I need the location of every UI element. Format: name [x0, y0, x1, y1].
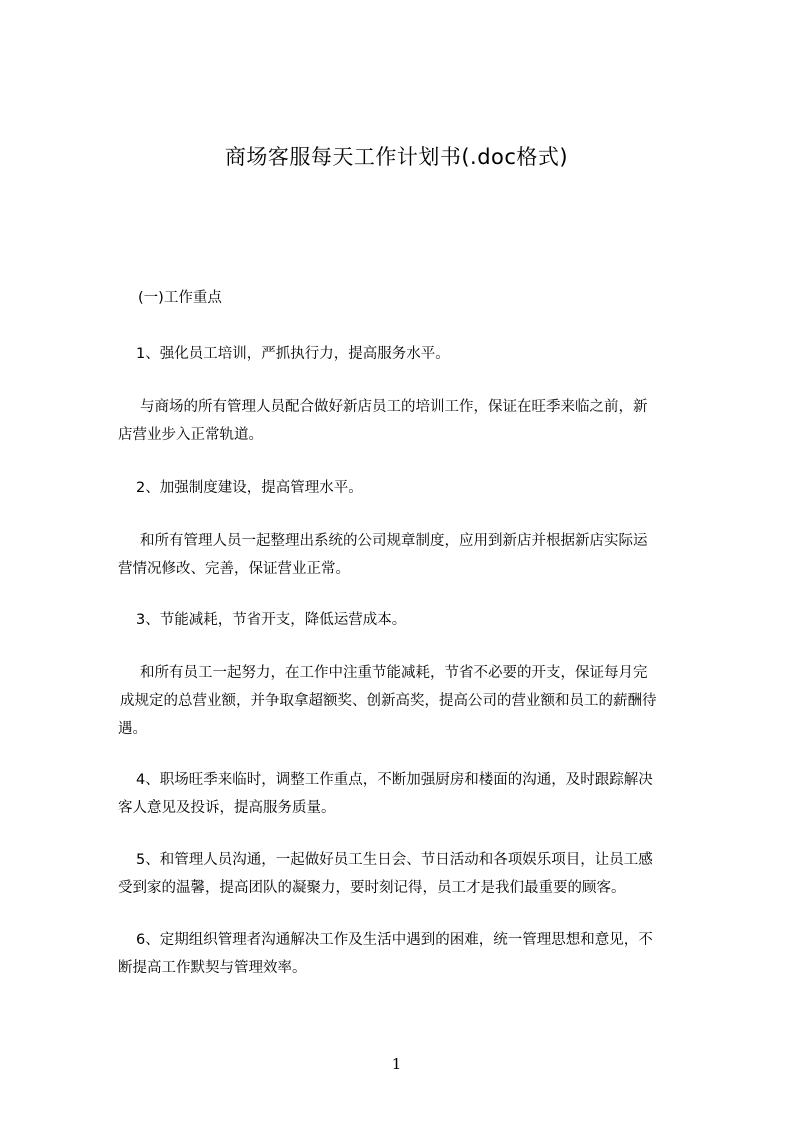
paragraph-line: 客人意见及投诉，提高服务质量。 [118, 800, 336, 816]
paragraph-item-2-body [118, 527, 718, 583]
paragraph-line: 3、节能减耗，节省开支，降低运营成本。 [136, 612, 407, 628]
paragraph-line: 6、定期组织管理者沟通解决工作及生活中遇到的困难，统一管理思想和意见，不 [136, 932, 653, 948]
page-number: 1 [391, 1055, 402, 1073]
paragraph-line: 5、和管理人员沟通，一起做好员工生日会、节日活动和各项娱乐项目，让员工感 [136, 852, 653, 868]
paragraph-item-3-body [118, 659, 718, 743]
paragraph-line: 断提高工作默契与管理效率。 [118, 960, 307, 976]
paragraph-line: 4、职场旺季来临时，调整工作重点，不断加强厨房和楼面的沟通，及时跟踪解决 [136, 772, 653, 788]
paragraph-item-3-heading [118, 606, 718, 634]
paragraph-item-1-heading [118, 340, 718, 368]
document-title: 商场客服每天工作计划书(.doc格式) [224, 145, 569, 169]
paragraph-line: 遇。 [118, 721, 147, 737]
paragraph-item-1-body [118, 393, 718, 449]
paragraph-item-2-heading [118, 474, 718, 502]
paragraph-line: 店营业步入正常轨道。 [118, 427, 263, 443]
paragraph-line: 1、强化员工培训，严抓执行力，提高服务水平。 [136, 346, 450, 362]
paragraph-line: 成规定的总营业额，并争取拿超额奖、创新高奖，提高公司的营业额和员工的薪酬待 [120, 693, 657, 709]
paragraph-item-6 [118, 926, 718, 982]
paragraph-line: 受到家的温馨，提高团队的凝聚力，要时刻记得，员工才是我们最重要的顾客。 [118, 880, 626, 896]
paragraph-line: 营情况修改、完善，保证营业正常。 [118, 561, 350, 577]
paragraph-line: 与商场的所有管理人员配合做好新店员工的培训工作，保证在旺季来临之前，新 [140, 399, 648, 415]
paragraph-line: 和所有管理人员一起整理出系统的公司规章制度，应用到新店并根据新店实际运 [140, 533, 648, 549]
paragraph-line: (一)工作重点 [138, 290, 222, 306]
paragraph-item-5 [118, 846, 718, 902]
paragraph-line: 2、加强制度建设，提高管理水平。 [136, 480, 363, 496]
paragraph-line: 和所有员工一起努力，在工作中注重节能减耗，节省不必要的开支，保证每月完 [140, 665, 648, 681]
paragraph-section-heading [118, 284, 718, 312]
paragraph-item-4 [118, 766, 718, 822]
